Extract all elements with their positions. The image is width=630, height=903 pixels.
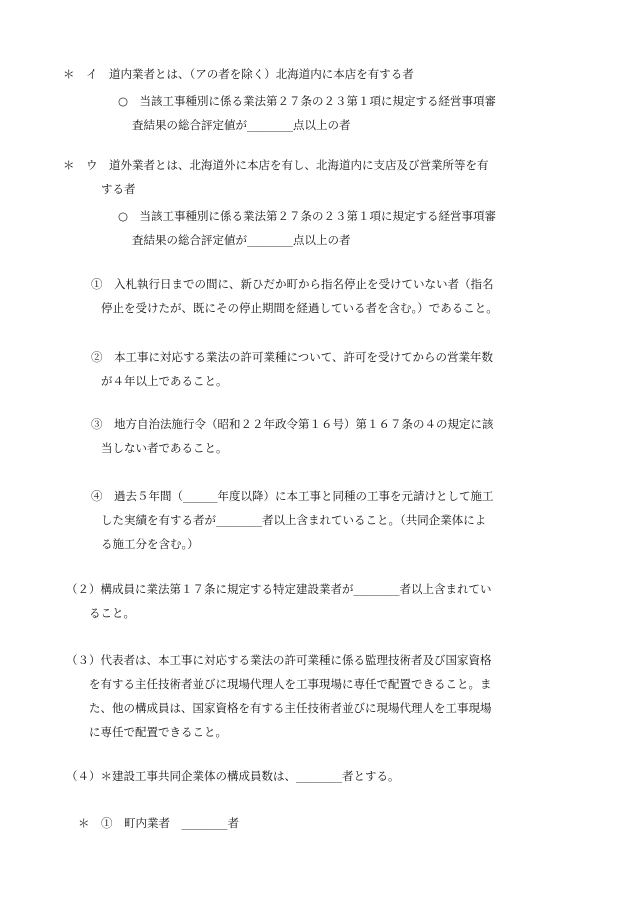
text-line: ること。 [89,606,135,620]
text-line: 当しない者であること。 [101,441,228,455]
text-line: ③ 地方自治法施行令（昭和２２年政令第１６号）第１６７条の４の規定に該 [91,417,494,431]
text-line: ① 入札執行日までの間に、新ひだか町から指名停止を受けていない者（指名 [91,277,494,291]
text-line: る施工分を含む。） [101,537,199,551]
text-line: 査結果の総合評定値が________点以上の者 [132,233,351,247]
text-line: ＊ ウ 道外業者とは、北海道外に本店を有し、北海道内に支店及び営業所等を有 [63,158,489,172]
text-line: ○ 当該工事種別に係る業法第２７条の２３第１項に規定する経営事項審 [118,209,497,223]
text-line: た、他の構成員は、国家資格を有する主任技術者並びに現場代理人を工事現場 [89,701,492,715]
text-line: した実績を有する者が________者以上含まれていること。（共同企業体によ [101,513,487,527]
text-line: ② 本工事に対応する業法の許可業種について、許可を受けてからの営業年数 [91,350,494,364]
text-line: （３）代表者は、本工事に対応する業法の許可業種に係る監理技術者及び国家資格 [66,653,492,667]
text-line: が４年以上であること。 [101,374,228,388]
text-line: 査結果の総合評定値が________点以上の者 [132,118,351,132]
text-line: 停止を受けたが、既にその停止期間を経過している者を含む。）であること。 [101,301,498,315]
text-line: ＊ イ 道内業者とは、（アの者を除く）北海道内に本店を有する者 [63,67,414,81]
text-line: に専任で配置できること。 [89,725,227,739]
text-line: を有する主任技術者並びに現場代理人を工事現場に専任で配置できること。ま [89,677,492,691]
text-line: ○ 当該工事種別に係る業法第２７条の２３第１項に規定する経営事項審 [118,94,497,108]
text-line: する者 [101,182,136,196]
text-line: ＊ ① 町内業者 ________者 [78,816,239,830]
text-line: （２）構成員に業法第１７条に規定する特定建設業者が________者以上含まれてい [66,582,492,596]
text-line: ④ 過去５年間（______年度以降）に本工事と同種の工事を元請けとして施工 [91,489,494,503]
text-line: （４）＊建設工事共同企業体の構成員数は、________者とする。 [66,769,400,783]
